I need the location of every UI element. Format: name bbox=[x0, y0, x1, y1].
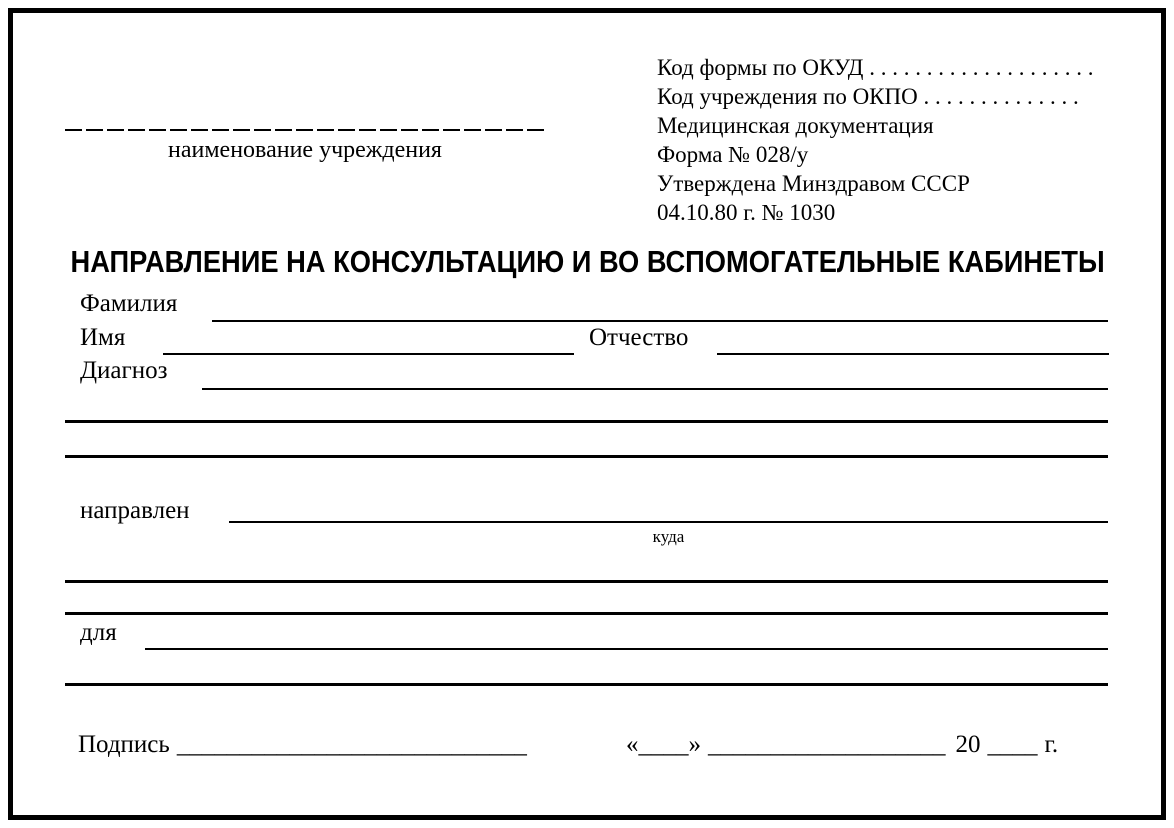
date-year-suffix: г. bbox=[1044, 731, 1059, 758]
signature-row bbox=[78, 731, 527, 759]
institution-name-blank-line bbox=[65, 129, 545, 131]
patronymic-blank-line bbox=[717, 353, 1109, 355]
form-title: НАПРАВЛЕНИЕ НА КОНСУЛЬТАЦИЮ И ВО ВСПОМОГАТЕЛЬНЫЕ КАБИНЕТЫ bbox=[70, 244, 1105, 279]
name-label: Имя bbox=[80, 324, 126, 351]
date-quote-close: » bbox=[688, 731, 701, 758]
purpose-label: для bbox=[80, 619, 117, 646]
institution-caption: наименование учреждения bbox=[168, 137, 442, 163]
diagnosis-continuation-line-2 bbox=[65, 455, 1108, 458]
date-century: 20 bbox=[955, 731, 981, 758]
purpose-blank-line bbox=[145, 648, 1108, 650]
diagnosis-label: Диагноз bbox=[80, 357, 168, 384]
referred-continuation-line-2 bbox=[65, 612, 1108, 615]
name-blank-line bbox=[163, 353, 574, 355]
signature-blank: ____________________________ bbox=[176, 731, 527, 758]
diagnosis-blank-line bbox=[202, 388, 1108, 390]
where-caption: куда bbox=[652, 527, 685, 546]
diagnosis-continuation-line-1 bbox=[65, 420, 1108, 423]
info-line-med-doc: Медицинская документация bbox=[657, 113, 934, 138]
surname-label: Фамилия bbox=[80, 290, 178, 317]
referred-label: направлен bbox=[80, 497, 190, 524]
info-line-approval-date: 04.10.80 г. № 1030 bbox=[657, 200, 836, 225]
referred-blank-line bbox=[229, 521, 1108, 523]
purpose-continuation-line bbox=[65, 683, 1108, 686]
info-line-okud: Код формы по ОКУД . . . . . . . . . . . . . . . . . . . . bbox=[657, 55, 1094, 80]
info-line-approved: Утверждена Минздравом СССР bbox=[657, 171, 970, 196]
referred-continuation-line-1 bbox=[65, 580, 1108, 583]
info-line-form-number: Форма № 028/у bbox=[657, 142, 809, 167]
patronymic-label: Отчество bbox=[589, 324, 689, 351]
date-day-blank: ____ bbox=[638, 731, 689, 758]
surname-blank-line bbox=[212, 320, 1108, 322]
info-line-okpo: Код учреждения по ОКПО . . . . . . . . . . . . . . bbox=[657, 84, 1079, 109]
date-quote-open: « bbox=[626, 731, 639, 758]
signature-label: Подпись bbox=[78, 731, 170, 758]
date-row bbox=[626, 731, 1058, 759]
date-year-blank: ____ bbox=[987, 731, 1038, 758]
form-info-block bbox=[657, 53, 1109, 227]
date-month-blank: ___________________ bbox=[708, 731, 946, 758]
